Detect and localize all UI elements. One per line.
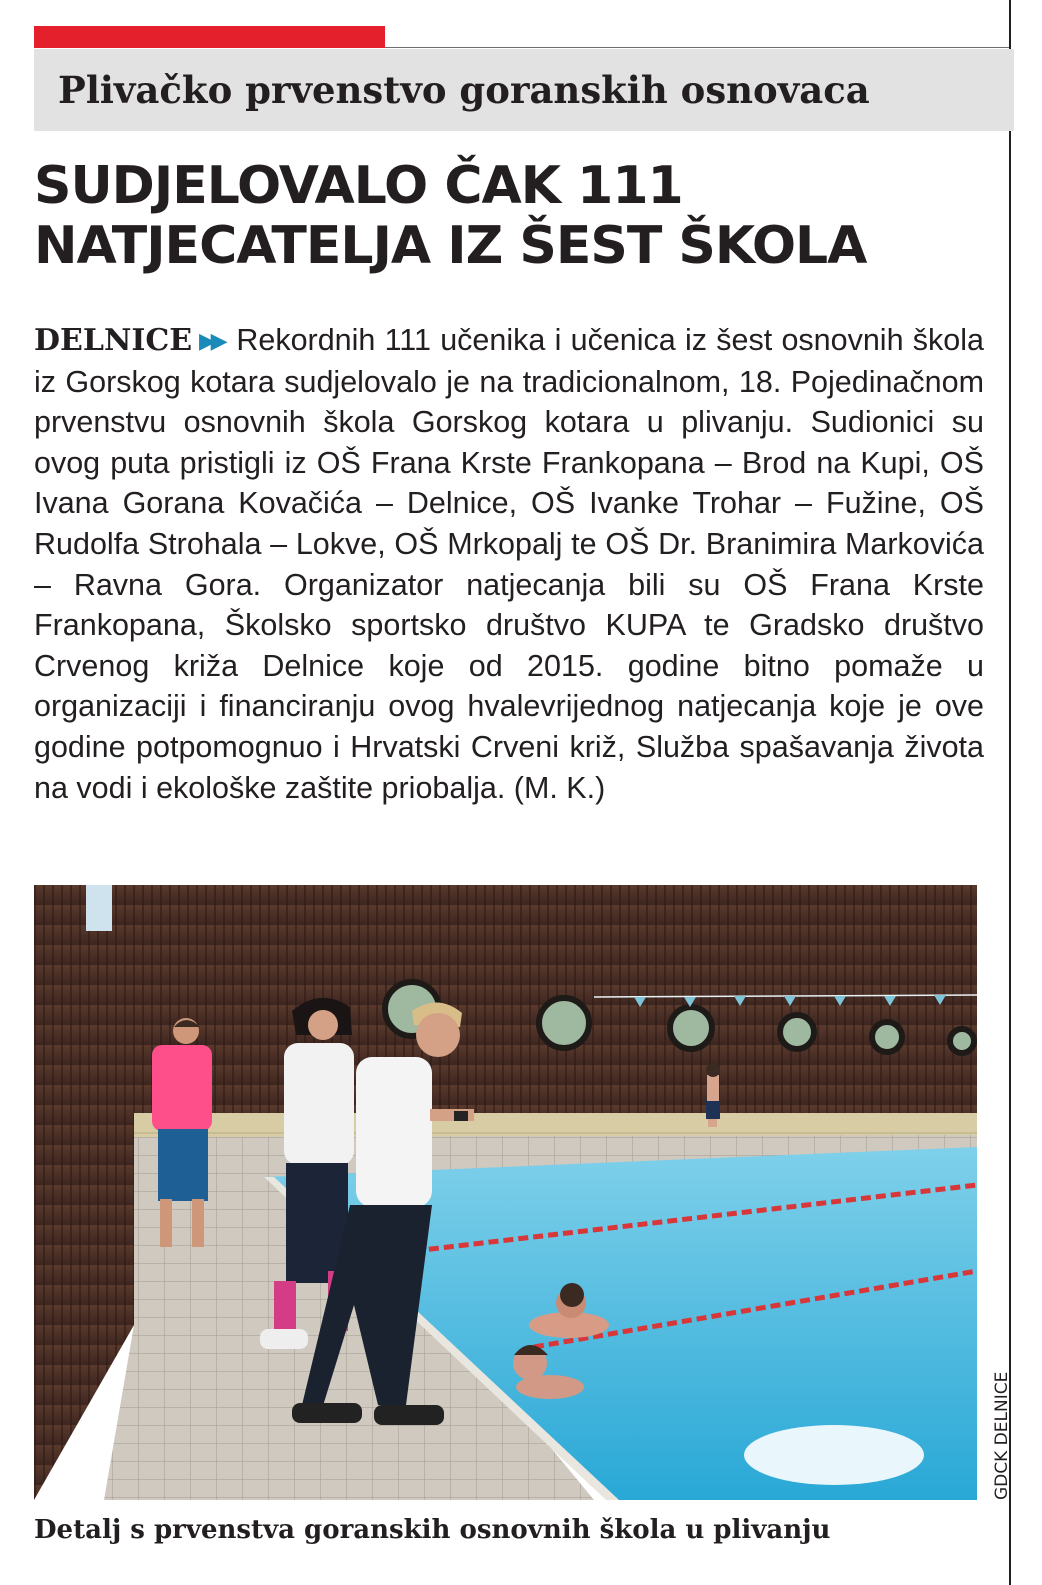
photo-credit: GDCK DELNICE bbox=[992, 1371, 1012, 1500]
dateline: DELNICE bbox=[34, 323, 193, 358]
headline bbox=[34, 156, 994, 276]
article-body bbox=[34, 320, 984, 808]
headline-line-2: NATJECATELJA IZ ŠEST ŠKOLA bbox=[34, 216, 867, 276]
double-chevron-right-icon: ▶▶ bbox=[198, 328, 223, 353]
section-accent-bar bbox=[34, 26, 385, 48]
article-body-text: Rekordnih 111 učenika i učenica iz šest osnovnih škola iz Gorskog kotara sudjelovalo je na tradicionalnom, 18. Pojedinačnom prvenstvu osnovnih škola Gorskog kotara u plivanju. Sudionici su ovog puta pristigli iz OŠ Frana Krste Frankopana – Brod na Kupi, OŠ Ivana Gorana Kovačića – Delnice, OŠ Ivanke Trohar – Fužine, OŠ Rudolfa Strohala – Lokve, OŠ Mrkopalj te OŠ Dr. Branimira Markovića – Ravna Gora. Organizator natjecanja bili su OŠ Frana Krste Frankopana, Školsko sportsko društvo KUPA te Gradsko društvo Crvenog križa Delnice koje od 2015. godine bitno pomaže u organizaciji i financiranju ovog hvalevrijednog natjecanja koje je ove godine potpomognuo i Hrvatski Crveni križ, Služba spašavanja života na vodi i ekološke zaštite priobalja. (M. K.) bbox=[34, 323, 984, 805]
headline-line-1: SUDJELOVALO ČAK 111 bbox=[34, 156, 683, 216]
kicker: Plivačko prvenstvo goranskih osnovaca bbox=[34, 49, 1014, 131]
top-rule bbox=[385, 47, 1010, 48]
article-photo bbox=[34, 885, 977, 1500]
column-rule bbox=[1009, 0, 1011, 1585]
photo-caption: Detalj s prvenstva goranskih osnovnih škola u plivanju bbox=[34, 1515, 831, 1545]
